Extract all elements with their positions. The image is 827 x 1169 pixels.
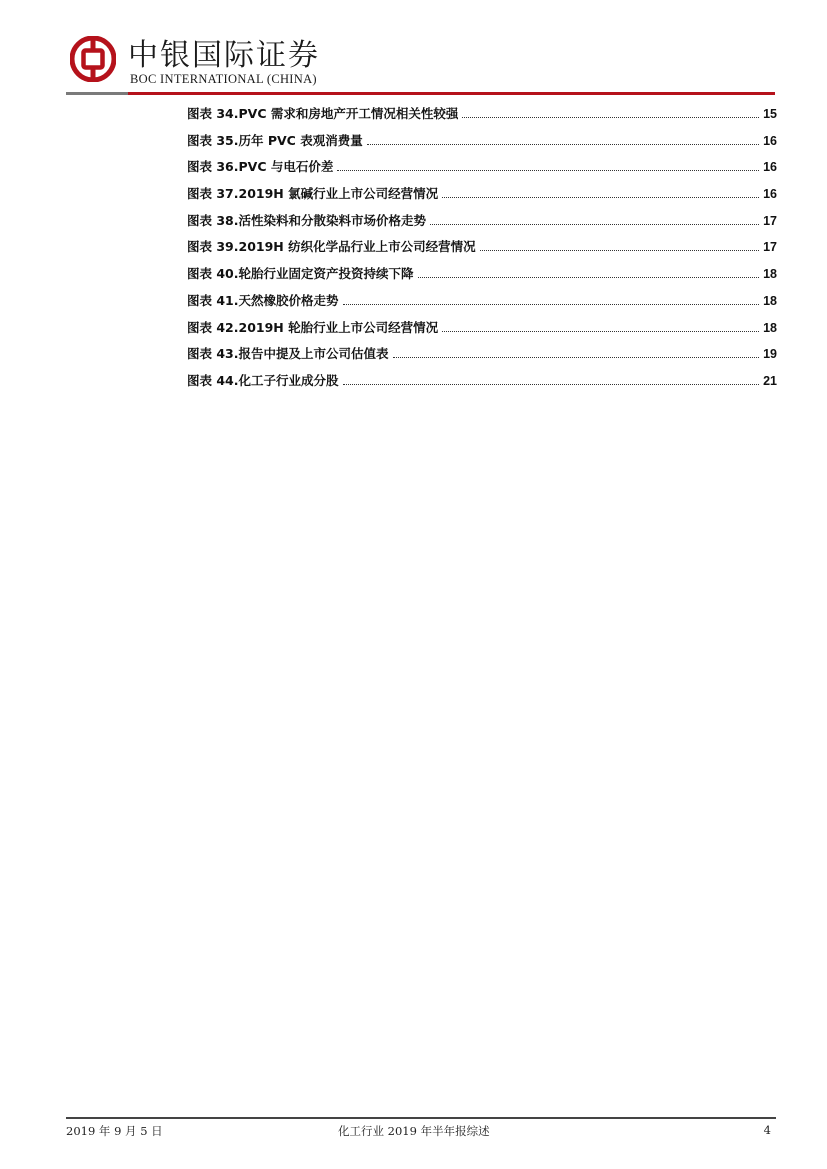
toc-entry[interactable] [187, 341, 777, 368]
toc-leader-dots [343, 303, 760, 305]
toc-entry[interactable] [187, 261, 777, 288]
boc-logo-icon [70, 36, 116, 82]
header-rule-red [128, 92, 775, 95]
toc-entry-page: 19 [763, 347, 777, 362]
toc-entry-page: 21 [763, 373, 777, 388]
header-rule-gray [66, 92, 128, 95]
toc-leader-dots [343, 383, 760, 385]
toc-entry[interactable] [187, 128, 777, 155]
footer-date: 2019 年 9 月 5 日 [66, 1124, 163, 1138]
toc-entry-page: 16 [763, 160, 777, 175]
brand-name-en: BOC INTERNATIONAL (CHINA) [130, 72, 317, 86]
toc-entry-page: 18 [763, 293, 777, 308]
toc-entry[interactable] [187, 288, 777, 315]
toc-entry-label: 图表 43.报告中提及上市公司估值表 [187, 346, 389, 362]
toc-entry-page: 17 [763, 213, 777, 228]
toc-leader-dots [430, 223, 759, 225]
footer-rule [66, 1117, 776, 1119]
footer-page-number: 4 [763, 1123, 771, 1137]
toc-entry-page: 16 [763, 133, 777, 148]
toc-leader-dots [393, 356, 760, 358]
toc-leader-dots [480, 249, 759, 251]
toc-leader-dots [462, 116, 759, 118]
toc-entry-label: 图表 36.PVC 与电石价差 [187, 159, 334, 175]
toc-entry[interactable] [187, 208, 777, 235]
toc-entry-label: 图表 39.2019H 纺织化学品行业上市公司经营情况 [187, 239, 476, 255]
toc-entry-page: 18 [763, 320, 777, 335]
toc-entry[interactable] [187, 368, 777, 395]
toc-entry-label: 图表 35.历年 PVC 表观消费量 [187, 132, 363, 148]
figure-list [187, 101, 777, 395]
toc-entry-page: 17 [763, 240, 777, 255]
toc-entry-label: 图表 42.2019H 轮胎行业上市公司经营情况 [187, 319, 439, 335]
toc-leader-dots [442, 330, 759, 332]
toc-entry[interactable] [187, 234, 777, 261]
toc-entry-page: 18 [763, 267, 777, 282]
toc-leader-dots [337, 169, 759, 171]
toc-leader-dots [442, 196, 759, 198]
toc-leader-dots [367, 143, 759, 145]
toc-entry-label: 图表 41.天然橡胶价格走势 [187, 292, 339, 308]
toc-entry[interactable] [187, 181, 777, 208]
toc-leader-dots [418, 276, 760, 278]
brand-name-cn: 中银国际证券 [128, 38, 320, 73]
toc-entry[interactable] [187, 315, 777, 342]
footer-report-title: 化工行业 2019 年半年报综述 [338, 1124, 490, 1138]
toc-entry-label: 图表 44.化工子行业成分股 [187, 372, 339, 388]
toc-entry-label: 图表 34.PVC 需求和房地产开工情况相关性较强 [187, 106, 459, 121]
toc-entry-label: 图表 38.活性染料和分散染料市场价格走势 [187, 212, 426, 228]
toc-entry[interactable] [187, 154, 777, 181]
toc-entry[interactable] [187, 101, 777, 128]
toc-entry-page: 15 [763, 107, 777, 121]
page-header [0, 0, 827, 100]
toc-entry-label: 图表 40.轮胎行业固定资产投资持续下降 [187, 266, 414, 282]
toc-entry-page: 16 [763, 187, 777, 202]
toc-entry-label: 图表 37.2019H 氯碱行业上市公司经营情况 [187, 186, 439, 202]
